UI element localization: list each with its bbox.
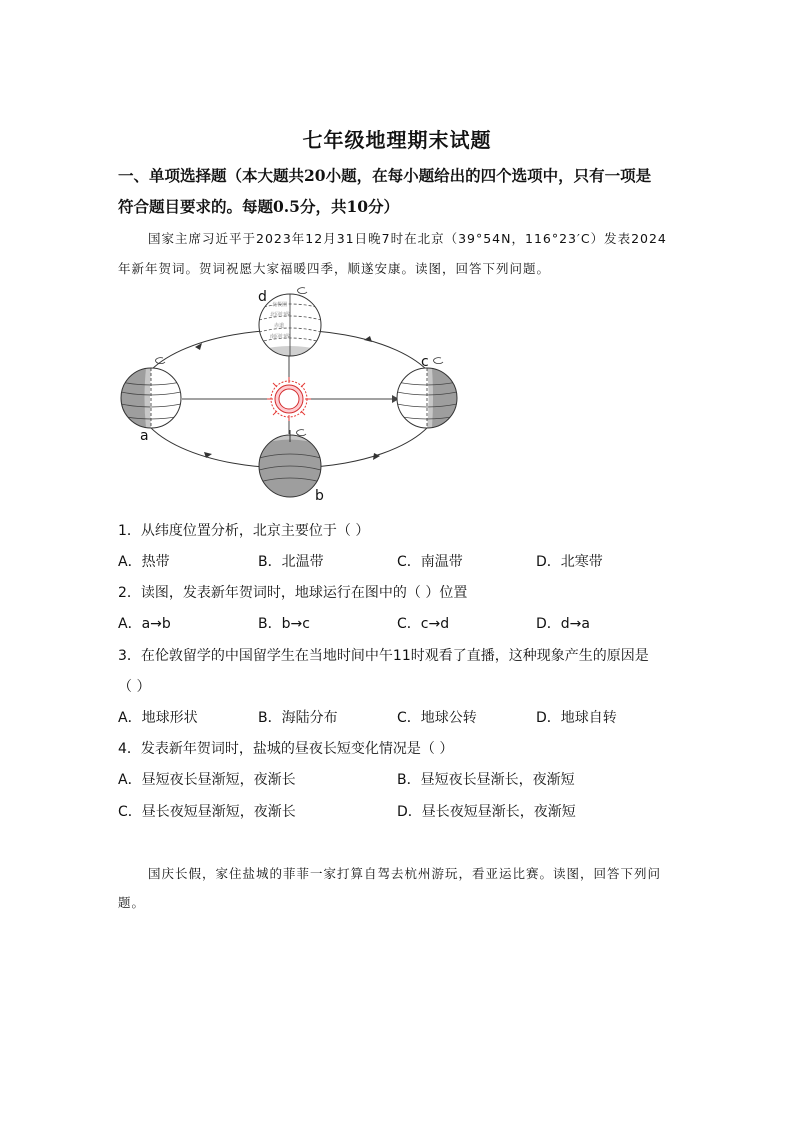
question-4-option-a: A．昼短夜长昼渐短，夜渐长 xyxy=(118,772,296,788)
earth-globe-a xyxy=(121,358,181,428)
question-3-option-d: D．地球自转 xyxy=(536,710,617,726)
section-heading-line2: 符合题目要求的。每题0.5分，共10分） xyxy=(118,197,400,216)
question-2-option-b: B．b→c xyxy=(258,616,310,632)
orbit-arrow-icon xyxy=(373,453,380,460)
passage2-line1: 国庆长假，家住盐城的菲菲一家打算自驾去杭州游玩，看亚运比赛。读图，回答下列问 xyxy=(148,866,662,881)
question-1-option-b: B．北温带 xyxy=(258,554,324,570)
question-2-option-c: C．c→d xyxy=(397,616,450,632)
question-3-stem-cont: （ ） xyxy=(118,679,151,695)
question-1-option-a: A．热带 xyxy=(118,554,170,570)
section-heading-line1: 一、单项选择题（本大题共20小题，在每小题给出的四个选项中，只有一项是 xyxy=(118,166,652,185)
passage1-line1: 国家主席习近平于2023年12月31日晚7时在北京（39°54N，116°23′C）发表2024 xyxy=(148,231,667,246)
question-4-stem: 4．发表新年贺词时，盐城的昼夜长短变化情况是（ ） xyxy=(118,741,454,757)
question-4-option-b: B．昼短夜长昼渐长，夜渐短 xyxy=(397,772,575,788)
tropic-capricorn-label: 南回归线 xyxy=(270,334,291,340)
question-3-option-a: A．地球形状 xyxy=(118,710,198,726)
question-2-option-a: A．a→b xyxy=(118,616,171,632)
question-1-option-d: D．北寒带 xyxy=(536,554,603,570)
equator-label: 赤道 xyxy=(274,323,285,329)
question-1-option-c: C．南温带 xyxy=(397,554,463,570)
tropic-cancer-label: 北回归线 xyxy=(270,312,291,318)
earth-orbit-diagram xyxy=(110,282,480,507)
passage2-line2: 题。 xyxy=(118,895,146,910)
question-3-option-b: B．海陆分布 xyxy=(258,710,338,726)
label-b: b xyxy=(315,488,324,504)
question-2-stem: 2．读图，发表新年贺词时，地球运行在图中的（ ）位置 xyxy=(118,585,468,601)
earth-globe-b xyxy=(259,430,321,497)
label-a: a xyxy=(140,428,149,444)
question-2-option-d: D．d→a xyxy=(536,616,590,632)
sun-icon xyxy=(267,377,311,421)
earth-globe-d xyxy=(259,288,321,356)
question-3-stem: 3．在伦敦留学的中国留学生在当地时间中午11时观看了直播，这种现象产生的原因是 xyxy=(118,648,649,664)
question-3-option-c: C．地球公转 xyxy=(397,710,477,726)
question-4-option-d: D．昼长夜短昼渐长，夜渐短 xyxy=(397,804,576,820)
page-title: 七年级地理期末试题 xyxy=(302,128,492,152)
arctic-circle-label: 北极圈 xyxy=(272,302,288,308)
label-d: d xyxy=(258,289,267,305)
question-4-option-c: C．昼长夜短昼渐短，夜渐长 xyxy=(118,804,296,820)
question-1-stem: 1．从纬度位置分析，北京主要位于（ ） xyxy=(118,523,370,539)
label-c: c xyxy=(421,354,429,370)
passage1-line2: 年新年贺词。贺词祝愿大家福暖四季，顺遂安康。读图，回答下列问题。 xyxy=(118,261,551,276)
